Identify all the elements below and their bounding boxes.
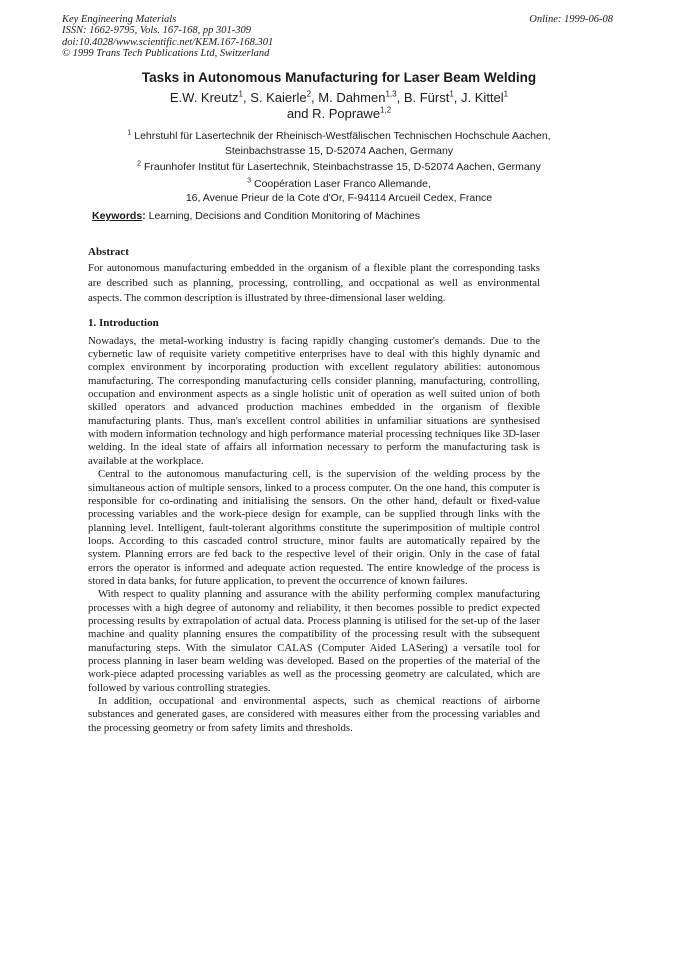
journal-name: Key Engineering Materials bbox=[62, 14, 177, 25]
issn-line: ISSN: 1662-9795, Vols. 167-168, pp 301-309 bbox=[62, 25, 251, 37]
authors-line-2: and R. Poprawe$^{1,2}$ bbox=[286, 105, 392, 121]
section-heading: 1. Introduction bbox=[88, 316, 159, 329]
paper-body bbox=[88, 246, 540, 735]
affiliation-superscript: 1 bbox=[127, 129, 132, 137]
authors-block bbox=[0, 90, 678, 121]
keywords-line bbox=[92, 210, 562, 223]
doi-line: doi:10.4028/www.scientific.net/KEM.167-168.301 bbox=[62, 36, 274, 48]
paragraph: With respect to quality planning and assurance with the ability performing complex manufacturing processes with a high degree of autonomy and reliability, it then becomes possible to predict expected processing results by extrapolation of actual data. Process planning is utilised for the set-up of the laser machine and quality planning ensures the compatibility of the processing result with the subsequent manufacturing steps. With the simulator CALAS (Computer Aided LASering) a versatile tool for process planning in laser beam welding was developed. Based on the properties of the material of the work-piece adapted processing variables as well as the processing geometry are calculated, which are followed by various controlling strategies. bbox=[88, 588, 540, 694]
abstract-heading: Abstract bbox=[88, 246, 129, 258]
author-superscript: 1 bbox=[449, 89, 454, 99]
paper-title: Tasks in Autonomous Manufacturing for Laser Beam Welding bbox=[141, 70, 537, 85]
affiliation bbox=[0, 129, 678, 158]
author-superscript: 1,2 bbox=[380, 105, 392, 115]
imprint-left-block bbox=[62, 14, 273, 60]
abstract-text: For autonomous manufacturing embedded in the organism of a flexible plant the corresponding tasks are described such as planning, processing, controlling, and occpational as well as environmental aspects. The common description is illustrated by three-dimensional laser welding. bbox=[88, 262, 540, 304]
copyright-line: © 1999 Trans Tech Publications Ltd, Switzerland bbox=[62, 48, 270, 60]
online-date: Online: 1999-06-08 bbox=[529, 14, 613, 25]
imprint-header bbox=[62, 14, 613, 60]
paragraph: Central to the autonomous manufacturing cell, is the supervision of the welding process by the simultaneous action of multiple sensors, linked to a process computer. On the one hand, this computer is responsible for co-ordinating and initialising the sensors. On the other hand, default or fixed-value processing variables and the work-piece design for example, can be supplied through links with the planning level. Intelligent, fault-tolerant algorithms constitute the superimposition of multiple control loops. According to this cascaded control structure, minor faults are automatically repaired by the system. Planning errors are fed back to the respective level of their origin. Only in the case of fatal errors the operator is informed and adequate action requested. The entire knowledge of the process is stored in data banks, for future application, to prevent the occurrence of known failures. bbox=[88, 468, 540, 587]
affiliation-superscript: 2 bbox=[137, 160, 142, 168]
author-superscript: 1,3 bbox=[385, 89, 397, 99]
affiliation-superscript: 3 bbox=[247, 177, 252, 184]
section-paragraphs bbox=[88, 335, 540, 735]
paragraph: Nowadays, the metal-working industry is facing rapidly changing customer's demands. Due to the cybernetic law of requisite variety competitive enterprises have to deal with this highly dynamic and complex environment by incorporating production with excellent regulatory abilities: autonomous manufacturing. The corresponding manufacturing cells consider planning, manufacturing, controlling, occupation and environment aspects as a single holistic unit of operation as well suited union of both skilled operators and advanced production machines embedded in the organism of flexible manufacturing plants. Thus, man's excellent control abilities in unfamiliar situations are synthesised with modern information technology and high performance material processing techniques like 3D-laser welding. In the ideal state of affairs all information necessary to perform the manufacturing task is available at the workplace. bbox=[88, 334, 540, 467]
keywords-label: Keywords: bbox=[92, 210, 146, 222]
authors-line-1: E.W. Kreutz$^1$, S. Kaierle$^2$, M. Dahmen$^{1,3}$, B. Fürst$^1$, J. Kittel$^1$ bbox=[169, 89, 509, 105]
affiliation-line: Steinbachstrasse 15, D-52074 Aachen, Germany bbox=[224, 144, 454, 157]
keywords-text: Learning, Decisions and Condition Monitoring of Machines bbox=[148, 210, 421, 222]
affiliations-block bbox=[0, 129, 678, 208]
affiliation bbox=[0, 160, 678, 175]
author-superscript: 1 bbox=[238, 89, 243, 99]
keywords-colon: : bbox=[142, 210, 146, 222]
affiliation-line: $^2$ Fraunhofer Institut für Lasertechnik, Steinbachstrasse 15, D-52074 Aachen, Germany bbox=[137, 160, 541, 173]
author-superscript: 2 bbox=[306, 89, 312, 99]
paragraph: In addition, occupational and environmental aspects, such as chemical reactions of airborne substances and generated gases, are considered with measures either from the processing variables and the processing geometry or from safety limits and thresholds. bbox=[88, 695, 540, 734]
affiliation-line: 16, Avenue Prieur de la Cote d'Or, F-94114 Arcueil Cedex, France bbox=[185, 192, 493, 204]
affiliation-line: $^1$ Lehrstuhl für Lasertechnik der Rheinisch-Westfälischen Technischen Hochschule Aachen, bbox=[127, 129, 551, 142]
affiliation-line: $^3$ Coopération Laser Franco Allemande, bbox=[247, 177, 431, 190]
author-superscript: 1 bbox=[503, 89, 509, 99]
affiliation bbox=[0, 177, 678, 206]
